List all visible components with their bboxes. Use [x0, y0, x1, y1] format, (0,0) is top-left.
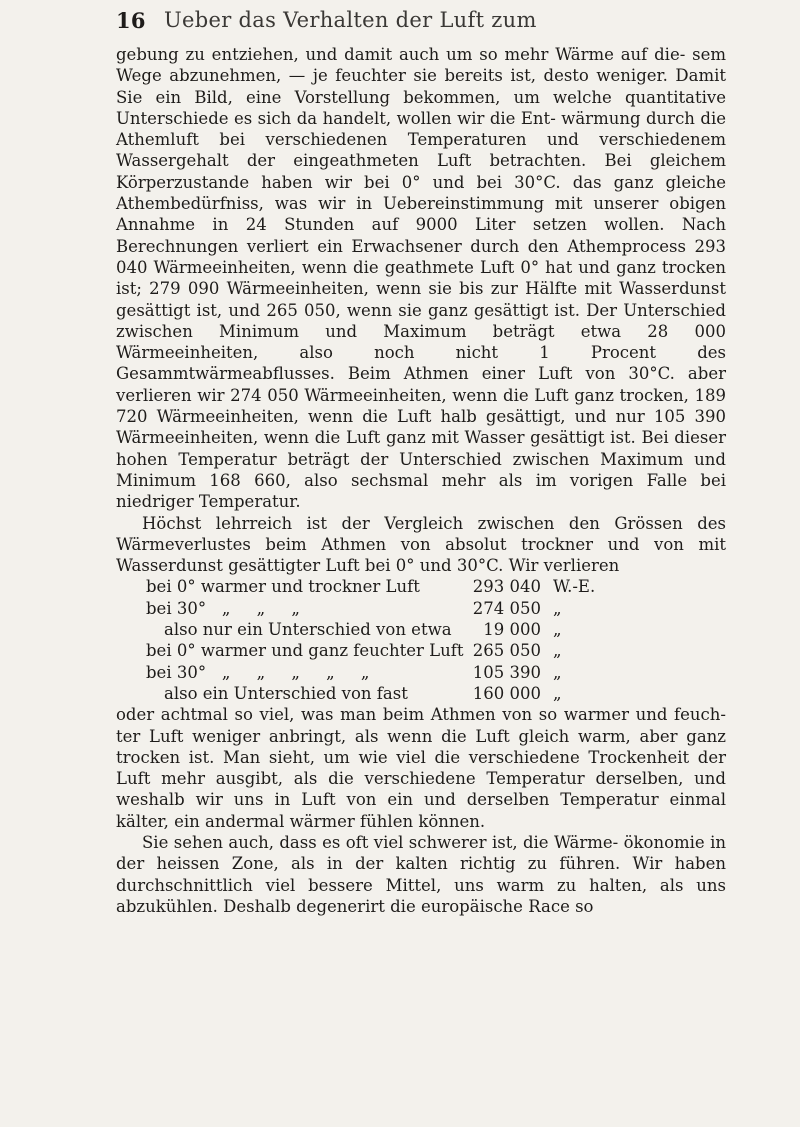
paragraph: oder achtmal so viel, was man beim Athmen von so warmer und feuch- ter Luft weniger anbringt, als wenn die Luft gleich warm, aber ganz trocken ist. Man sieht, um wie viel die verschiedene Trockenheit der Luft mehr ausgibt, als die verschiedene Temperatur derselben, und weshalb wir uns in Luft von ein und derselben Temperatur einmal kälter, ein andermal wärmer fühlen können.	[116, 705, 726, 831]
page-header	[116, 8, 716, 38]
paragraph: gebung zu entziehen, und damit auch um so mehr Wärme auf die- sem Wege abzunehmen, — je feuchter sie bereits ist, desto weniger. Damit Sie ein Bild, eine Vorstellung bekommen, um welche quantitative Unterschiede es sich da handelt, wollen wir die Ent- wärmung durch die Athemluft bei verschiedenen Temperaturen und verschiedenem Wassergehalt der eingeathmeten Luft betrachten. Bei gleichem Körperzustande haben wir bei 0° und bei 30°C. das ganz gleiche Athembedürfniss, was wir in Uebereinstimmung mit unserer obigen Annahme in 24 Stunden auf 9000 Liter setzen wollen. Nach Berechnungen verliert ein Erwachsener durch den Athemprocess 293 040 Wärmeeinheiten, wenn die geathmete Luft 0° hat und ganz trocken ist; 279 090 Wärmeeinheiten, wenn sie bis zur Hälfte mit Wasserdunst gesättigt ist, und 265 050, wenn sie ganz gesättigt ist. Der Unterschied zwischen Minimum und Maximum beträgt etwa 28 000 Wärmeeinheiten, also noch nicht 1 Procent des Gesammtwärmeabflusses. Beim Athmen einer Luft von 30°C. aber verlieren wir 274 050 Wärmeeinheiten, wenn die Luft ganz trocken, 189 720 Wärmeeinheiten, wenn die Luft halb gesättigt, und nur 105 390 Wärmeeinheiten, wenn die Luft ganz mit Wasser gesättigt ist. Bei dieser hohen Temperatur beträgt der Unterschied zwischen Maximum und Minimum 168 660, also sechsmal mehr als im vorigen Falle bei niedriger Temperatur.	[116, 45, 726, 512]
row-label: bei 30° „ „ „	[146, 598, 300, 618]
body-text	[116, 44, 726, 917]
paragraph: Sie sehen auch, dass es oft viel schwerer ist, die Wärme- ökonomie in der heissen Zone, als in der kalten richtig zu führen. Wir haben durchschnittlich viel bessere Mittel, uns warm zu halten, als uns abzukühlen. Deshalb degenerirt die europäische Race so	[116, 832, 726, 916]
comparison-table	[116, 576, 726, 704]
row-unit: „	[553, 641, 562, 661]
table-row	[116, 683, 726, 704]
row-unit: „	[553, 598, 562, 618]
row-label: also ein Unterschied von fast	[164, 683, 408, 703]
row-value: 293 040	[472, 577, 541, 597]
row-value: 105 390	[472, 662, 541, 682]
row-label: bei 0° warmer und ganz feuchter Luft	[146, 641, 464, 661]
running-title: Ueber das Verhalten der Luft zum	[164, 8, 537, 32]
row-label: bei 0° warmer und trockner Luft	[146, 577, 420, 597]
row-value: 19 000	[483, 620, 541, 640]
page-number: 16	[116, 8, 146, 33]
row-value: 265 050	[472, 641, 541, 661]
row-unit: „	[553, 662, 562, 682]
table-row	[116, 640, 726, 661]
table-row	[116, 619, 726, 640]
row-value: 160 000	[472, 683, 541, 703]
row-label: also nur ein Unterschied von etwa	[164, 620, 452, 640]
row-label: bei 30° „ „ „ „ „	[146, 662, 370, 682]
table-row	[116, 598, 726, 619]
table-row	[116, 576, 726, 597]
table-row	[116, 662, 726, 683]
row-unit: „	[553, 620, 562, 640]
row-unit: W.-E.	[553, 577, 596, 597]
row-value: 274 050	[472, 598, 541, 618]
row-unit: „	[553, 683, 562, 703]
paragraph: Höchst lehrreich ist der Vergleich zwischen den Grössen des Wärmeverlustes beim Athmen von absolut trockner und von mit Wasserdunst gesättigter Luft bei 0° und 30°C. Wir verlieren	[116, 513, 726, 576]
